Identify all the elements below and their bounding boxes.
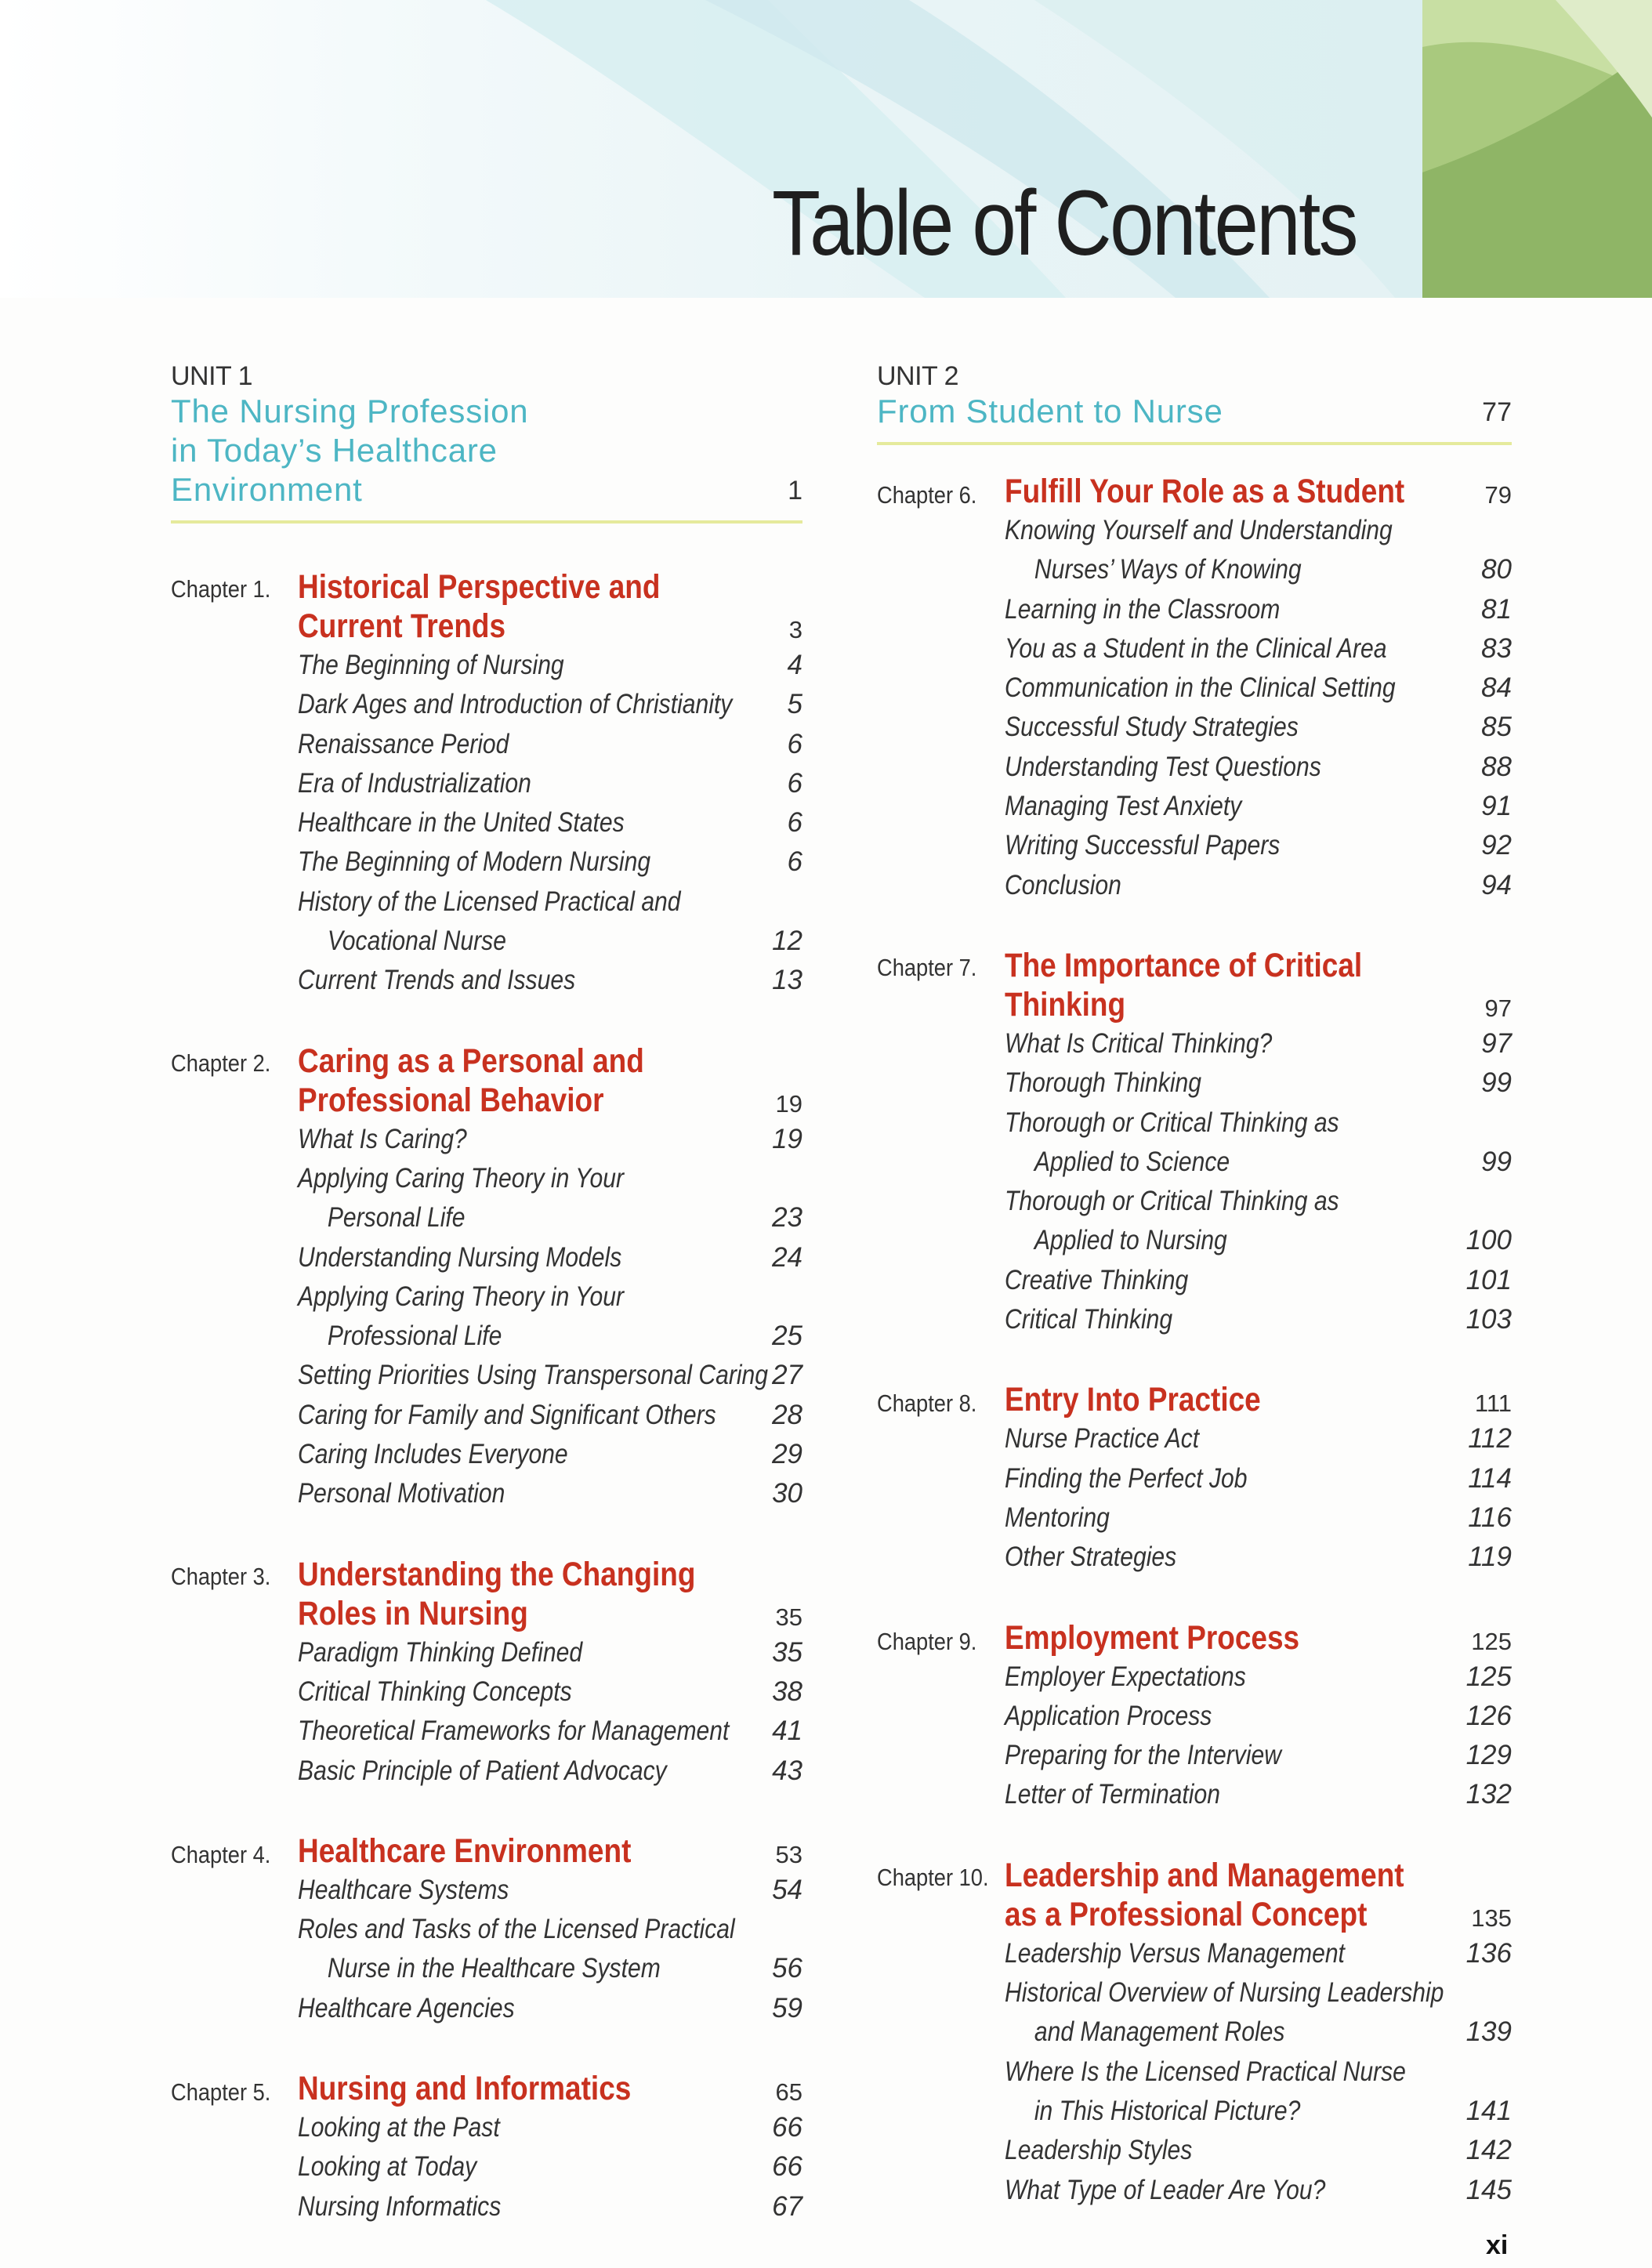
section-entry bbox=[1005, 1973, 1512, 2052]
chapter-block bbox=[877, 1618, 1512, 1815]
unit-title bbox=[171, 392, 802, 509]
section-entry bbox=[298, 1752, 802, 1791]
unit-title bbox=[877, 392, 1512, 431]
section-entry bbox=[1005, 1182, 1512, 1261]
section-title-line: Letter of Termination bbox=[1005, 1779, 1220, 1810]
section-title-line: Knowing Yourself and Understanding bbox=[1005, 515, 1393, 545]
section-page-number: 119 bbox=[1468, 1542, 1512, 1573]
section-title-line: Applying Caring Theory in Your bbox=[298, 1162, 625, 1194]
unit-title-line: in Today’s Healthcare bbox=[171, 432, 498, 469]
chapter-title-line: Understanding the Changing bbox=[298, 1555, 696, 1593]
section-page-number: 80 bbox=[1481, 554, 1512, 585]
chapter-title-line: Caring as a Personal and bbox=[298, 1042, 644, 1080]
section-title-line: Where Is the Licensed Practical Nurse bbox=[1005, 2056, 1406, 2087]
section-list bbox=[171, 1871, 802, 2028]
section-page-number: 112 bbox=[1468, 1423, 1512, 1455]
chapter-block bbox=[877, 1380, 1512, 1577]
section-title-line: Mentoring bbox=[1005, 1502, 1110, 1533]
section-page-number: 54 bbox=[772, 1874, 802, 1905]
section-page-number: 12 bbox=[772, 926, 802, 957]
section-entry bbox=[298, 2147, 802, 2186]
section-title-line: Learning in the Classroom bbox=[1005, 593, 1281, 625]
section-title-line: Paradigm Thinking Defined bbox=[298, 1636, 583, 1668]
section-entry bbox=[1005, 1934, 1512, 1973]
section-title-line: What Is Critical Thinking? bbox=[1005, 1027, 1273, 1059]
section-title-line: Vocational Nurse bbox=[327, 926, 506, 957]
chapter-heading bbox=[171, 567, 802, 646]
section-list bbox=[877, 1024, 1512, 1339]
section-list bbox=[877, 1934, 1512, 2210]
section-entry bbox=[298, 725, 802, 764]
section-list bbox=[171, 1633, 802, 1791]
section-page-number: 66 bbox=[772, 2112, 802, 2143]
section-page-number: 85 bbox=[1481, 712, 1512, 743]
section-title-line: Healthcare in the United States bbox=[298, 807, 625, 839]
section-title-line: Application Process bbox=[1005, 1700, 1212, 1731]
chapter-heading bbox=[877, 1618, 1512, 1658]
section-page-number: 142 bbox=[1465, 2135, 1512, 2166]
chapter-page-number: 97 bbox=[1484, 994, 1512, 1022]
section-entry bbox=[1005, 1063, 1512, 1103]
section-page-number: 94 bbox=[1481, 869, 1512, 900]
section-page-number: 6 bbox=[787, 807, 802, 839]
section-page-number: 23 bbox=[772, 1202, 802, 1234]
section-page-number: 100 bbox=[1465, 1225, 1512, 1256]
chapter-label: Chapter 6. bbox=[877, 481, 977, 509]
section-entry bbox=[298, 1672, 802, 1712]
section-entry bbox=[298, 882, 802, 962]
section-entry bbox=[298, 803, 802, 842]
section-title-line: Understanding Test Questions bbox=[1005, 751, 1321, 782]
chapter-title-line: Current Trends bbox=[298, 607, 506, 645]
unit-header bbox=[171, 360, 802, 524]
section-page-number: 88 bbox=[1481, 751, 1512, 782]
chapter-label: Chapter 8. bbox=[877, 1389, 977, 1418]
unit-title-line: Environment bbox=[171, 471, 363, 508]
section-title-line: The Beginning of Nursing bbox=[298, 650, 564, 680]
section-title-line: Finding the Perfect Job bbox=[1005, 1462, 1248, 1494]
page-title: Table of Contents bbox=[772, 172, 1357, 275]
section-entry bbox=[298, 1910, 802, 1989]
section-page-number: 83 bbox=[1481, 632, 1512, 664]
section-page-number: 25 bbox=[772, 1321, 802, 1352]
section-entry bbox=[298, 842, 802, 882]
section-entry bbox=[1005, 1658, 1512, 1697]
section-title-line: History of the Licensed Practical and bbox=[298, 886, 681, 917]
section-page-number: 139 bbox=[1465, 2016, 1512, 2048]
section-entry bbox=[1005, 1697, 1512, 1736]
section-title-line: You as a Student in the Clinical Area bbox=[1005, 632, 1387, 664]
chapter-title-line: Leadership and Management bbox=[1005, 1856, 1404, 1894]
unit-header bbox=[877, 360, 1512, 445]
section-title-line: Successful Study Strategies bbox=[1005, 712, 1299, 743]
chapter-heading bbox=[877, 1380, 1512, 1419]
section-page-number: 114 bbox=[1468, 1462, 1512, 1494]
section-page-number: 97 bbox=[1481, 1027, 1512, 1059]
section-title-line: Historical Overview of Nursing Leadership bbox=[1005, 1977, 1444, 2009]
chapter-title-line: Thinking bbox=[1005, 985, 1126, 1023]
section-page-number: 126 bbox=[1465, 1700, 1512, 1731]
chapter-title-line: Healthcare Environment bbox=[298, 1831, 632, 1870]
section-entry bbox=[1005, 1459, 1512, 1498]
section-list bbox=[171, 1120, 802, 1514]
section-page-number: 84 bbox=[1481, 672, 1512, 704]
section-title-line: Looking at Today bbox=[298, 2151, 477, 2183]
section-entry bbox=[298, 961, 802, 1000]
section-title-line: Critical Thinking Concepts bbox=[298, 1676, 572, 1707]
unit-divider-rule bbox=[171, 520, 802, 524]
chapter-title-line: Employment Process bbox=[1005, 1618, 1300, 1657]
section-page-number: 91 bbox=[1481, 791, 1512, 822]
section-entry bbox=[1005, 1419, 1512, 1458]
section-title-line: Caring for Family and Significant Others bbox=[298, 1399, 716, 1430]
chapter-page-number: 79 bbox=[1484, 481, 1512, 509]
section-entry bbox=[1005, 2171, 1512, 2210]
unit-label: UNIT 2 bbox=[877, 361, 959, 391]
section-entry bbox=[298, 1238, 802, 1277]
chapter-heading bbox=[171, 1831, 802, 1871]
section-title-line: What Is Caring? bbox=[298, 1123, 467, 1154]
section-entry bbox=[1005, 629, 1512, 668]
section-entry bbox=[298, 1159, 802, 1238]
chapter-page-number: 135 bbox=[1471, 1904, 1512, 1932]
section-page-number: 103 bbox=[1465, 1304, 1512, 1335]
section-title-line: Leadership Versus Management bbox=[1005, 1937, 1345, 1969]
section-entry bbox=[298, 2108, 802, 2147]
chapter-label: Chapter 5. bbox=[171, 2078, 271, 2107]
section-entry bbox=[1005, 1498, 1512, 1538]
chapter-page-number: 35 bbox=[775, 1603, 802, 1631]
chapter-label: Chapter 9. bbox=[877, 1627, 977, 1655]
unit-title-line: From Student to Nurse bbox=[877, 393, 1223, 429]
chapter-page-number: 3 bbox=[788, 616, 802, 643]
unit-page-number: 77 bbox=[1482, 397, 1512, 427]
chapter-block bbox=[171, 2069, 802, 2226]
section-entry bbox=[298, 1633, 802, 1672]
section-title-line: Roles and Tasks of the Licensed Practical bbox=[298, 1914, 735, 1945]
section-entry bbox=[1005, 1736, 1512, 1775]
section-title-line: Theoretical Frameworks for Management bbox=[298, 1715, 730, 1747]
chapter-heading bbox=[171, 1042, 802, 1120]
chapter-block bbox=[171, 1555, 802, 1791]
section-title-line: Applied to Nursing bbox=[1034, 1225, 1227, 1256]
section-list bbox=[877, 511, 1512, 905]
section-title-line: Preparing for the Interview bbox=[1005, 1740, 1282, 1771]
section-page-number: 4 bbox=[787, 650, 802, 680]
chapter-block bbox=[877, 1856, 1512, 2210]
chapter-title-line: Professional Behavior bbox=[298, 1081, 604, 1119]
section-title-line: Thorough or Critical Thinking as bbox=[1005, 1186, 1339, 1217]
section-page-number: 24 bbox=[772, 1241, 802, 1273]
section-entry bbox=[1005, 2052, 1512, 2132]
section-page-number: 125 bbox=[1465, 1661, 1512, 1692]
section-entry bbox=[1005, 866, 1512, 905]
section-page-number: 35 bbox=[772, 1636, 802, 1668]
section-entry bbox=[1005, 1538, 1512, 1577]
chapter-heading bbox=[877, 472, 1512, 511]
chapter-block bbox=[171, 1042, 802, 1514]
section-title-line: Dark Ages and Introduction of Christianity bbox=[298, 689, 733, 720]
unit-divider-rule bbox=[877, 442, 1512, 445]
section-entry bbox=[1005, 2131, 1512, 2170]
section-entry bbox=[1005, 1024, 1512, 1063]
section-list bbox=[171, 646, 802, 1001]
chapter-title-line: Fulfill Your Role as a Student bbox=[1005, 473, 1405, 510]
chapter-title-line: Roles in Nursing bbox=[298, 1594, 528, 1632]
section-title-line: Looking at the Past bbox=[298, 2112, 500, 2143]
section-entry bbox=[1005, 1775, 1512, 1814]
chapter-title-line: as a Professional Concept bbox=[1005, 1895, 1368, 1933]
section-title-line: Conclusion bbox=[1005, 869, 1121, 900]
section-title-line: Nursing Informatics bbox=[298, 2190, 502, 2222]
section-title-line: Nurse in the Healthcare System bbox=[327, 1953, 661, 1984]
section-entry bbox=[298, 764, 802, 803]
chapter-label: Chapter 1. bbox=[171, 575, 271, 603]
chapter-page-number: 111 bbox=[1474, 1389, 1512, 1418]
section-page-number: 136 bbox=[1465, 1937, 1512, 1969]
section-entry bbox=[1005, 787, 1512, 826]
section-entry bbox=[1005, 668, 1512, 708]
section-title-line: The Beginning of Modern Nursing bbox=[298, 846, 651, 878]
section-entry bbox=[298, 685, 802, 724]
chapter-title-line: The Importance of Critical bbox=[1005, 946, 1363, 984]
section-entry bbox=[1005, 590, 1512, 629]
chapter-label: Chapter 3. bbox=[171, 1562, 271, 1590]
chapter-title-line: Nursing and Informatics bbox=[298, 2070, 632, 2108]
section-title-line: Current Trends and Issues bbox=[298, 965, 576, 996]
section-entry bbox=[1005, 511, 1512, 590]
chapter-page-number: 65 bbox=[775, 2078, 802, 2107]
section-entry bbox=[1005, 748, 1512, 787]
chapter-title-line: Historical Perspective and bbox=[298, 568, 661, 606]
section-title-line: Basic Principle of Patient Advocacy bbox=[298, 1755, 667, 1786]
section-title-line: Thorough or Critical Thinking as bbox=[1005, 1107, 1339, 1138]
section-entry bbox=[1005, 1261, 1512, 1300]
section-title-line: Healthcare Agencies bbox=[298, 1992, 515, 2023]
section-page-number: 67 bbox=[772, 2190, 802, 2222]
chapter-block bbox=[877, 946, 1512, 1339]
section-page-number: 19 bbox=[772, 1123, 802, 1154]
unit-label: UNIT 1 bbox=[171, 361, 253, 391]
section-page-number: 27 bbox=[772, 1360, 802, 1391]
section-page-number: 129 bbox=[1465, 1740, 1512, 1771]
section-page-number: 29 bbox=[772, 1439, 802, 1470]
section-page-number: 99 bbox=[1481, 1067, 1512, 1099]
section-title-line: What Type of Leader Are You? bbox=[1005, 2174, 1326, 2205]
section-list bbox=[171, 2108, 802, 2226]
page-number: xi bbox=[1486, 2230, 1509, 2260]
section-page-number: 43 bbox=[772, 1755, 802, 1786]
section-entry bbox=[298, 1712, 802, 1751]
section-title-line: Leadership Styles bbox=[1005, 2135, 1193, 2166]
unit-1-column bbox=[171, 360, 802, 2226]
section-title-line: Setting Priorities Using Transpersonal Caring bbox=[298, 1360, 769, 1391]
section-entry bbox=[298, 1396, 802, 1435]
chapter-page-number: 53 bbox=[775, 1840, 802, 1868]
section-page-number: 38 bbox=[772, 1676, 802, 1707]
section-title-line: Critical Thinking bbox=[1005, 1304, 1173, 1335]
section-title-line: Personal Life bbox=[327, 1202, 466, 1234]
chapter-heading bbox=[877, 1856, 1512, 1934]
section-page-number: 59 bbox=[772, 1992, 802, 2023]
section-title-line: Healthcare Systems bbox=[298, 1874, 509, 1905]
section-entry bbox=[298, 1120, 802, 1159]
unit-title-line: The Nursing Profession bbox=[171, 393, 529, 429]
section-page-number: 30 bbox=[772, 1478, 802, 1509]
unit-2-column bbox=[877, 360, 1512, 2210]
section-page-number: 116 bbox=[1468, 1502, 1512, 1533]
section-entry bbox=[298, 1356, 802, 1395]
section-title-line: Nurse Practice Act bbox=[1005, 1423, 1200, 1455]
section-list bbox=[877, 1419, 1512, 1577]
section-page-number: 66 bbox=[772, 2151, 802, 2183]
section-title-line: Thorough Thinking bbox=[1005, 1067, 1201, 1099]
section-title-line: and Management Roles bbox=[1034, 2016, 1285, 2048]
section-title-line: Employer Expectations bbox=[1005, 1661, 1246, 1692]
section-entry bbox=[298, 1435, 802, 1474]
section-page-number: 6 bbox=[787, 728, 802, 759]
section-entry bbox=[1005, 708, 1512, 747]
section-title-line: Applied to Science bbox=[1034, 1146, 1230, 1177]
section-page-number: 101 bbox=[1465, 1264, 1512, 1295]
section-page-number: 13 bbox=[772, 965, 802, 996]
section-page-number: 6 bbox=[787, 767, 802, 799]
chapter-heading bbox=[877, 946, 1512, 1024]
chapter-block bbox=[171, 1831, 802, 2028]
section-title-line: Applying Caring Theory in Your bbox=[298, 1281, 625, 1312]
section-title-line: Creative Thinking bbox=[1005, 1264, 1189, 1295]
section-title-line: Era of Industrialization bbox=[298, 767, 531, 799]
chapter-label: Chapter 2. bbox=[171, 1049, 271, 1077]
chapter-title-line: Entry Into Practice bbox=[1005, 1381, 1261, 1419]
section-title-line: in This Historical Picture? bbox=[1034, 2095, 1301, 2126]
section-list bbox=[877, 1658, 1512, 1815]
section-title-line: Renaissance Period bbox=[298, 728, 509, 759]
chapter-page-number: 19 bbox=[775, 1089, 802, 1118]
section-entry bbox=[1005, 1300, 1512, 1339]
section-page-number: 28 bbox=[772, 1399, 802, 1430]
section-entry bbox=[298, 1989, 802, 2028]
unit-page-number: 1 bbox=[788, 476, 802, 505]
section-page-number: 56 bbox=[772, 1953, 802, 1984]
section-entry bbox=[1005, 826, 1512, 865]
section-title-line: Understanding Nursing Models bbox=[298, 1241, 622, 1273]
section-entry bbox=[298, 1474, 802, 1513]
section-page-number: 81 bbox=[1481, 593, 1512, 625]
section-title-line: Communication in the Clinical Setting bbox=[1005, 672, 1396, 704]
chapter-heading bbox=[171, 1555, 802, 1633]
section-title-line: Nurses’ Ways of Knowing bbox=[1034, 554, 1302, 585]
section-title-line: Personal Motivation bbox=[298, 1478, 505, 1509]
section-title-line: Managing Test Anxiety bbox=[1005, 791, 1242, 822]
chapter-label: Chapter 7. bbox=[877, 953, 977, 981]
section-title-line: Professional Life bbox=[327, 1321, 502, 1352]
section-page-number: 5 bbox=[787, 689, 802, 720]
section-title-line: Writing Successful Papers bbox=[1005, 830, 1281, 861]
section-page-number: 92 bbox=[1481, 830, 1512, 861]
chapter-label: Chapter 4. bbox=[171, 1840, 271, 1868]
chapter-heading bbox=[171, 2069, 802, 2108]
section-entry bbox=[298, 1277, 802, 1357]
chapter-block bbox=[877, 472, 1512, 905]
section-entry bbox=[298, 1871, 802, 1910]
section-page-number: 41 bbox=[772, 1715, 802, 1747]
section-page-number: 132 bbox=[1465, 1779, 1512, 1810]
section-entry bbox=[298, 646, 802, 685]
chapter-label: Chapter 10. bbox=[877, 1863, 989, 1891]
chapter-page-number: 125 bbox=[1471, 1627, 1512, 1655]
section-page-number: 141 bbox=[1465, 2095, 1512, 2126]
section-title-line: Other Strategies bbox=[1005, 1542, 1177, 1573]
section-entry bbox=[298, 2187, 802, 2226]
chapter-block bbox=[171, 567, 802, 1001]
section-page-number: 145 bbox=[1465, 2174, 1512, 2205]
section-page-number: 6 bbox=[787, 846, 802, 878]
section-page-number: 99 bbox=[1481, 1146, 1512, 1177]
section-entry bbox=[1005, 1103, 1512, 1183]
section-title-line: Caring Includes Everyone bbox=[298, 1439, 568, 1470]
